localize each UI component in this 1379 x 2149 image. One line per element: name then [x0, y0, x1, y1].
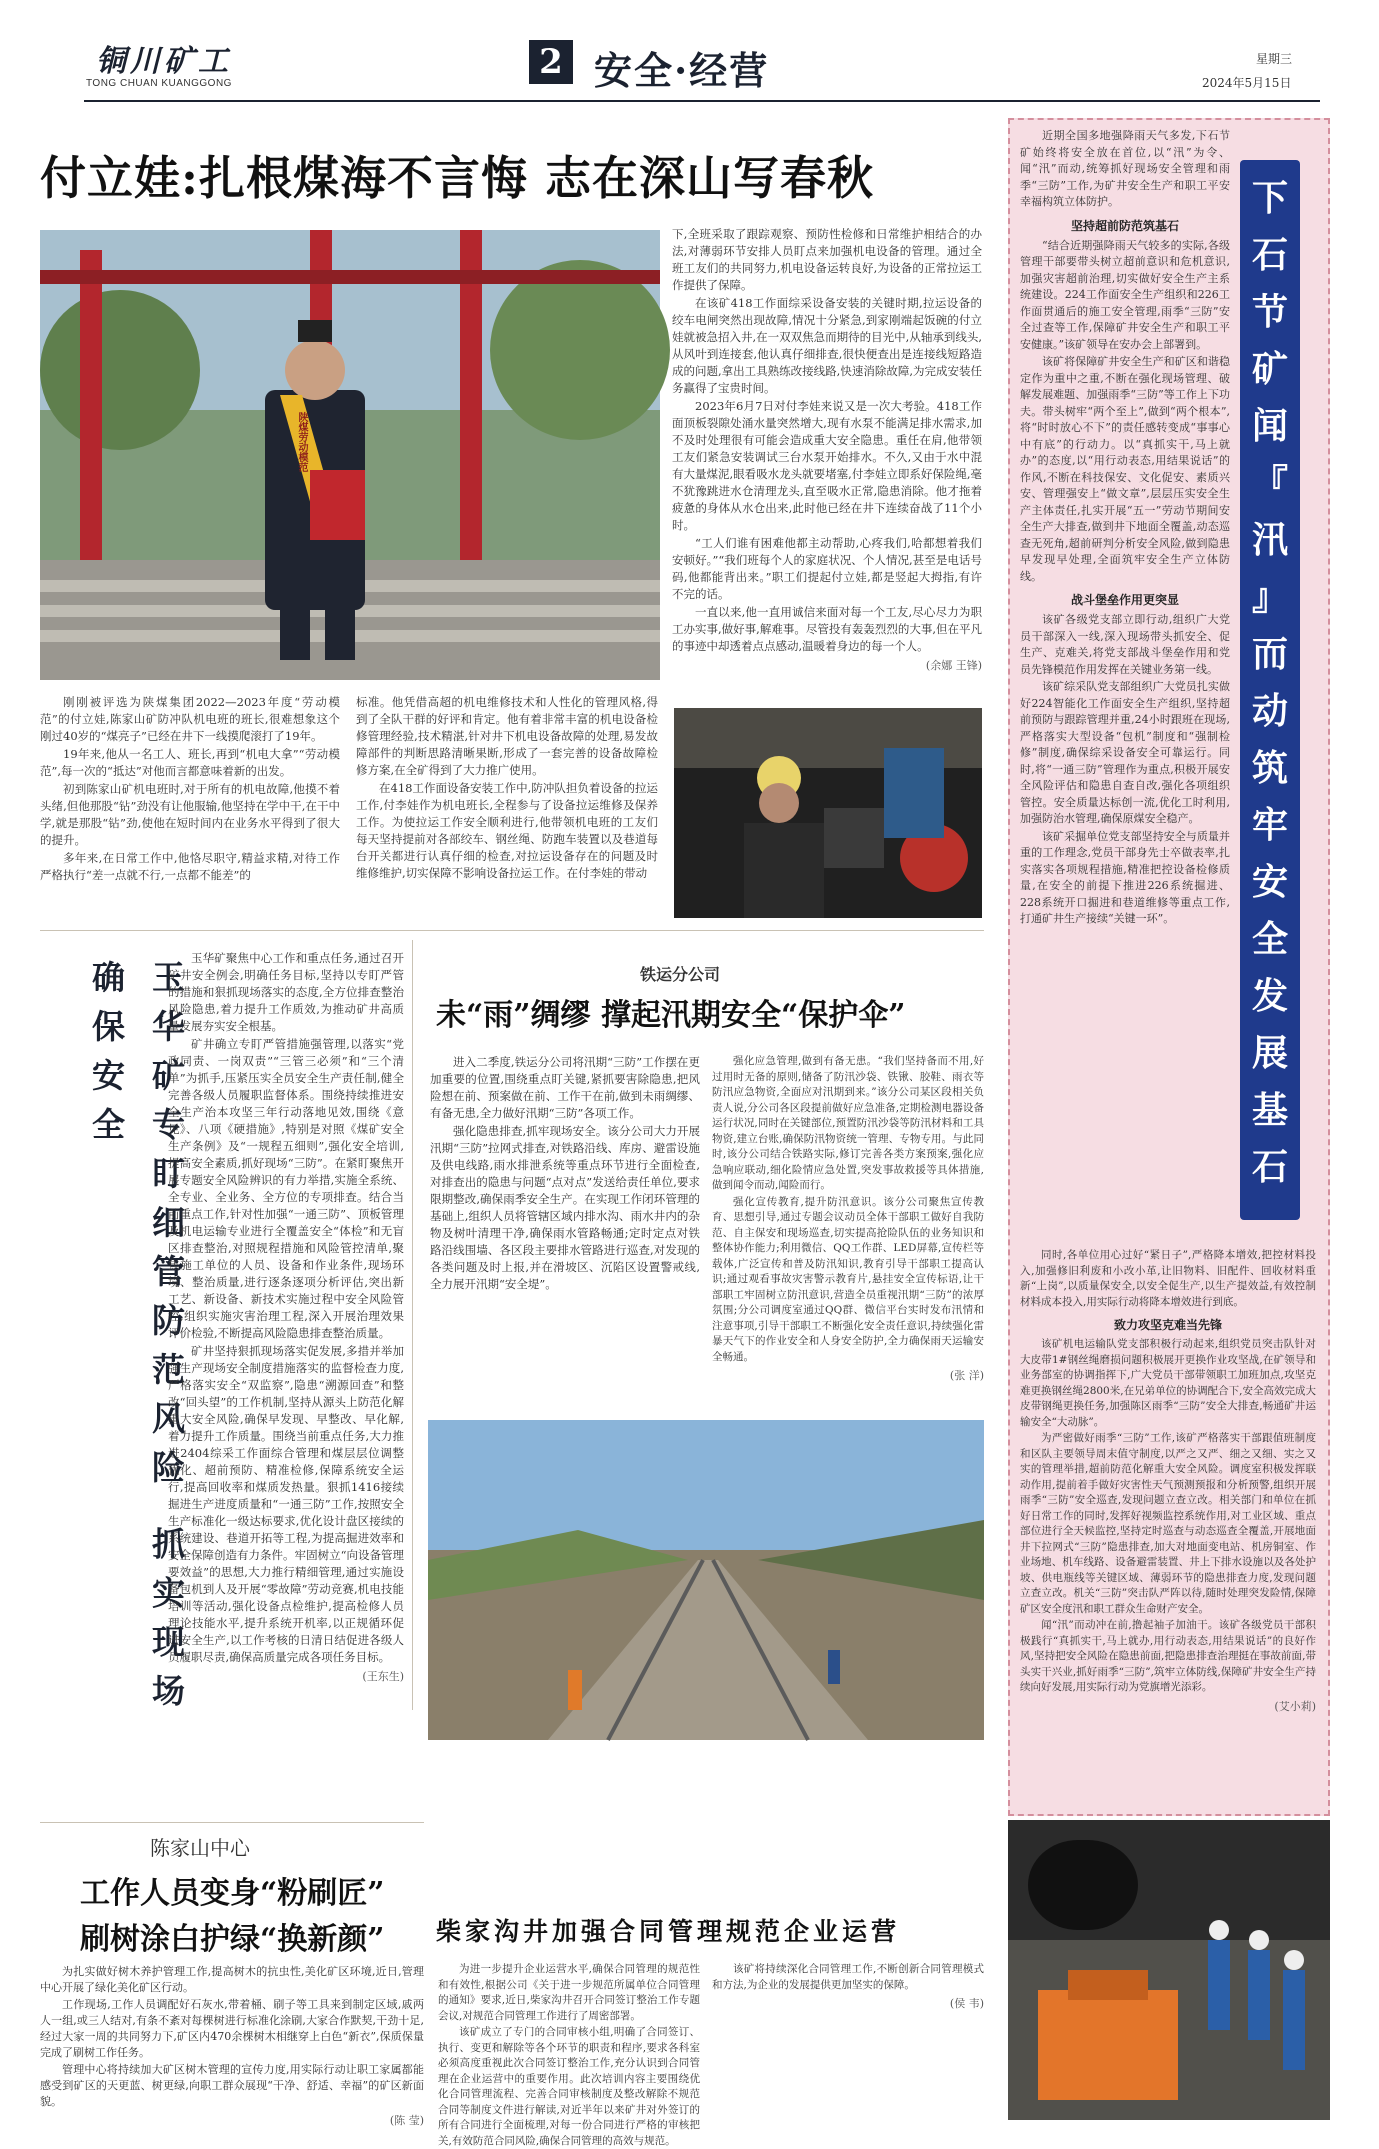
- banner-char: 节: [1251, 291, 1288, 333]
- chenjiashan-headline-2: 刷树涂白护绿“换新颜”: [80, 1922, 385, 1957]
- sidebar-paragraph: 该矿机电运输队党支部积极行动起来,组织党员突击队针对大皮带1#钢丝绳磨损问题积极展开更换作业攻坚战,在矿领导和业务部室的协调指挥下,广大党员干部带领职工加班加点,攻坚克难更换钢丝绳2800米,在兄弟单位的协调配合下,安全高效完成大皮带钢绳更换任务,加强陈区雨季“三防”安全大排查,畅通矿井运输安全“大动脉”。: [1020, 1338, 1316, 1428]
- yuhua-paragraph: 矿井坚持狠抓现场落实促发展,多措并举加强生产现场安全制度措施落实的监督检查力度,严格落实安全“双监察”,隐患“溯源回查”和整改“回头望”的工作机制,坚持从源头上防范化解重大安全风险,确保早发现、早整改、早化解,着力提升工作质量。围绕当前重点任务,大力推进2404综采工作面综合管理和煤层层位调整优化、超前预防、精准检修,保障系统安全运行,提高回收率和煤质发热量。狠抓1416接续掘进生产进度质量和“一通三防”工作,按照安全生产标准化一级达标要求,优化设计盘区接续的系统建设、巷道开拓等工程,为提高掘进效率和安全保障创造有力条件。牢固树立“向设备管理要效益”的思想,大力推行精细管理,通过实施设备包机到人及开展“零故障”劳动竞赛,机电技能培训等活动,强化设备点检维护,提高检修人员理论技能水平,提升系统开机率,以正规循环促进安全生产,以工作考核的日清日结促进各级人员履职尽责,确保高质量完成各项任务目标。: [168, 1344, 404, 1664]
- railway-paragraph: 强化宣传教育,提升防汛意识。该分公司聚焦宣传教育、思想引导,通过专题会议动员全体干部职工做好自我防范、自主保安和现场巡查,切实提高抢险队伍的业务知识和整体协作能力;利用微信、QQ工作群、LED屏幕,宣传栏等载体,广泛宣传和普及防汛知识,教育引导干部职工提高认识;通过观看事故灾害警示教育片,悬挂安全宣传标语,让干部职工牢固树立防汛意识,营造全员重视汛期“三防”的浓厚氛围;分公司调度室通过QQ群、微信平台实时发布汛情和注意事项,引导干部职工不断强化安全责任意识,持续强化雷暴天气下的作业安全和人身安全防护,全力确保雨天运输安全畅通。: [712, 1195, 984, 1363]
- sidebar-subhead: 战斗堡垒作用更突显: [1070, 593, 1179, 607]
- chenjiashan-paragraph: 管理中心将持续加大矿区树木管理的宣传力度,用实际行动让职工家属都能感受到矿区的天更蓝、树更绿,向职工群众展现“干净、舒适、幸福”的矿区新面貌。: [40, 2063, 424, 2108]
- sidebar-paragraph: 同时,各单位用心过好“紧日子”,严格降本增效,把控材料投入,加强修旧利废和小改小革,让旧物料、旧配件、回收材料重新“上岗”,以质量保安全,以安全促生产,以生产提效益,有效控制材料成本投入,用实际行动将降本增效进行到底。: [1020, 1249, 1316, 1308]
- railway-photo: [428, 1420, 984, 1740]
- railway-col-2: [712, 1054, 984, 1418]
- railway-col-1: [430, 1054, 700, 1418]
- banner-char: 石: [1251, 1146, 1288, 1188]
- sidebar-paragraph: “结合近期强降雨天气较多的实际,各级管理干部要带头树立超前意识和危机意识,加强灾害超前治理,切实做好安全生产主系统建设。224工作面安全生产组织和226工作面贯通后的施工安全管理,雨季“三防”安全过查等工作,保障矿井安全生产和职工平安健康。”该矿领导在安办会上部署到。: [1020, 238, 1230, 351]
- feature-paragraph: 2023年6月7日对付李娃来说又是一次大考验。418工作面顶板裂隙处涌水量突然增大,现有水泵不能满足排水需求,加不及时处理很有可能会造成重大安全隐患。重任在肩,他带领工友们紧急安装调试三台水泵开始排水。不久,又由于水中混有大量煤泥,眼看吸水龙头就要堵塞,付李娃立即系好保险绳,毫不犹豫跳进水仓清理龙头,直至吸水正常,隐患消除。他才拖着疲惫的身体从水仓出来,此时他已经在井下连续奋战了11个小时。: [672, 399, 982, 532]
- feature-paragraph: “工人们谁有困难他都主动帮助,心疼我们,哈都想着我们安顿好。”“我们班每个人的家庭状况、个人情况,甚至是电话号码,他都能背出来。”职工们提起付立娃,都是竖起大拇指,有许不完的话。: [672, 536, 982, 601]
- pavilion-scene: [40, 230, 660, 680]
- banner-char: 展: [1251, 1032, 1288, 1074]
- banner-char: 发: [1251, 975, 1288, 1017]
- banner-char: 筑: [1251, 747, 1288, 789]
- feature-paragraph: 一直以来,他一直用诚信来面对每一个工友,尽心尽力为职工办实事,做好事,解难事。尽管投有轰轰烈烈的大事,但在平凡的事迹中却透着点点感动,温暖着身边的每一个人。: [672, 605, 982, 653]
- banner-char: 』: [1251, 576, 1288, 618]
- underground-scene: [674, 708, 982, 918]
- issue-date: 2024年5月15日: [1202, 76, 1292, 90]
- sidebar-story-wide: [1020, 1248, 1316, 1714]
- railway-unit: 铁运分公司: [640, 965, 721, 984]
- railway-byline: (张 洋): [949, 1369, 984, 1382]
- banner-char: 安: [1251, 861, 1288, 903]
- section-title: 安全·经营: [594, 48, 770, 93]
- banner-char: 动: [1251, 690, 1288, 732]
- chaijiagou-paragraph: 该矿成立了专门的合同审核小组,明确了合同签订、执行、变更和解除等各个环节的职责和程序,要求各科室必须高度重视此次合同签订整治工作,充分认识到合同管理在企业运营中的重要作用。此次培训内容主要围绕优化合同管理流程、完善合同审核制度及整改解除不规范合同等制度文件进行解读,对近半年以来矿井对外签订的所有合同进行全面梳理,对每一份合同进行严格的审核把关,有效防范合同风险,确保合同管理的高效与规范。: [438, 2026, 700, 2147]
- banner-char: 全: [1251, 918, 1288, 960]
- masthead-logo: 铜川矿工: [96, 44, 232, 79]
- sidebar-banner-text: [1240, 170, 1300, 1196]
- banner-char: 而: [1251, 633, 1288, 675]
- feature-paragraph: 多年来,在日常工作中,他恪尽职守,精益求精,对待工作严格执行“差一点就不行,一点都不能差”的: [40, 851, 340, 882]
- chaijiagou-col-2: [712, 1962, 984, 2132]
- sidebar-photo-workers: [1008, 1820, 1330, 2120]
- yuhua-paragraph: 玉华矿聚焦中心工作和重点任务,通过召开矿井安全例会,明确任务目标,坚持以专盯严管的措施和狠抓现场落实的态度,全方位排查整治风险隐患,着力提升工作质效,为推动矿井高质量发展夯实安全根基。: [168, 951, 404, 1033]
- railway-scene: [428, 1420, 984, 1740]
- sidebar-paragraph: 该矿各级党支部立即行动,组织广大党员干部深入一线,深入现场带头抓安全、促生产、克难关,将党支部战斗堡垒作用和党员先锋模范作用发挥在关键业务第一线。: [1020, 613, 1230, 676]
- yuhua-headline: 玉华矿专盯细管防范风险 抓实现场确保安全: [87, 960, 186, 1723]
- feature-col-1: [40, 694, 340, 885]
- feature-headline: 付立娃:扎根煤海不言悔 志在深山写春秋: [40, 151, 874, 205]
- chenjiashan-paragraph: 工作现场,工作人员调配好石灰水,带着桶、刷子等工具来到制定区域,戚两人一组,或三人结对,有条不紊对每棵树进行标准化涂刷,大家合作默契,干劲十足,经过大家一周的共同努力下,矿区内470余棵树木相继穿上白色“新衣”,保质保量完成了刷树工作任务。: [40, 1998, 424, 2059]
- banner-char: 『: [1251, 462, 1288, 504]
- feature-byline: (余娜 王锋): [925, 659, 982, 672]
- banner-char: 石: [1251, 234, 1288, 276]
- banner-char: 闻: [1251, 405, 1288, 447]
- sidebar-paragraph: 该矿将保障矿井安全生产和矿区和谐稳定作为重中之重,不断在强化现场管理、破解发展难题、加强雨季“三防”等工作上下功夫。带头树牢“两个至上”,做到“两个根本”,将“时时放心不下”的责任感转变成“事事心中有底”的行动力。以“真抓实干,马上就办”的态度,以“用行动表态,用结果说话”的作风,不断在科技保安、文化促安、素质兴安、管理强安上“做文章”,层层压实安全生产主体责任,扎实开展“五一”劳动节期间安全生产大排查,做到井下地面全覆盖,动态巡查无死角,超前研判分析安全风险,做到隐患早发现早处理,全面筑牢安全生产立体防线。: [1020, 355, 1230, 583]
- yuhua-story: [168, 950, 404, 1684]
- photo-sash-text: 陕煤劳动模范: [296, 412, 307, 472]
- sidebar-intro: 近期全国多地强降雨天气多发,下石节矿始终将安全放在首位,以“汛”为令、闻“汛”而动,统筹抓好现场安全管理和雨季“三防”工作,为矿井安全生产和职工平安幸福构筑立体防护。: [1020, 129, 1230, 208]
- sidebar-story: [1020, 128, 1230, 929]
- sidebar-subhead: 致力攻坚克难当先锋: [1113, 1318, 1222, 1332]
- yuhua-paragraph: 矿井确立专盯严管措施强管理,以落实“党政同责、一岗双责”“三管三必须”和“三个清单”为抓手,压紧压实全员安全生产责任制,健全完善各级人员履职监督体系。围绕持续推进安全生产治本攻坚三年行动落地见效,围绕《意见》、八项《硬措施》,特别是对照《煤矿安全生产条例》及“一规程五细则”,强化安全培训,提高安全素质,抓好现场“三防”。在紧盯聚焦开展专题安全风险辨识的有力举措,实施全系统、全专业、全业务、全方位的专项排查。结合当前重点工作,针对性加强“一通三防”、顶板管理及机电运输专业进行全覆盖安全“体检”和无盲区排查整治,对照规程措施和风险管控清单,聚焦施工单位的人员、设备和作业条件,现场环境、整治质量,进行逐条逐项分析评估,突出新工艺、新设备、新技术实施过程中安全风险管控,组织实施灾害治理工程,深入开展治理效果评价检验,不断提高风险隐患排查整治质量。: [168, 1037, 404, 1340]
- chaijiagou-paragraph: 该矿将持续深化合同管理工作,不断创新合同管理模式和方法,为企业的发展提供更加坚实的保障。: [712, 1963, 984, 1991]
- banner-char: 牢: [1251, 804, 1288, 846]
- banner-char: 基: [1251, 1089, 1288, 1131]
- feature-paragraph: 刚刚被评选为陕煤集团2022—2023年度“劳动模范”的付立娃,陈家山矿防冲队机电班的班长,很难想象这个刚过40岁的“煤亮子”已经在井下一线摸爬滚打了19年。: [40, 695, 340, 743]
- banner-char: 矿: [1251, 348, 1288, 390]
- banner-char: 下: [1251, 177, 1288, 219]
- railway-paragraph: 进入二季度,铁运分公司将汛期“三防”工作摆在更加重要的位置,围绕重点盯关键,紧抓要害除隐患,把风险想在前、预案做在前、工作干在前,做到未雨绸缪、有备无患,全力做好汛期“三防”各项工作。: [430, 1055, 700, 1120]
- sidebar-subhead: 坚持超前防范筑基石: [1070, 218, 1179, 233]
- sidebar-paragraph: 为严密做好雨季“三防”工作,该矿严格落实干部跟值班制度和区队主要领导周末值守制度,以严之又严、细之又细、实之又实的管理举措,超前防范化解重大安全风险。调度室积极发挥联动作用,提前着手做好灾害性天气预测预报和分析预警,组织开展雨季“三防”安全巡查,发现问题立查立改。相关部门和单位在抓好日常工作的同时,发挥好视频监控系统作用,对工业区域、重点部位进行全天候监控,坚持定时巡查与动态巡查全覆盖,开展地面井下拉网式“三防”隐患排查,加大对地面变电站、机房铜室、作业场地、机车线路、设备避雷装置、井上下排水设施以及各处护坡、供电瓶线等关键区域、薄弱环节的隐患排查力度,发现问题立查立改。机关“三防”突击队严阵以待,随时处理突发险情,保障矿区安全度汛和职工群众生命财产安全。: [1020, 1432, 1316, 1615]
- feature-col-2: [356, 694, 658, 883]
- feature-photo-portrait: [40, 230, 660, 680]
- chenjiashan-headline-1: 工作人员变身“粉刷匠”: [80, 1876, 385, 1911]
- sidebar-byline: (艾小莉): [1274, 1699, 1316, 1713]
- issue-weekday: 星期三: [1256, 52, 1293, 66]
- feature-paragraph: 19年来,他从一名工人、班长,再到“机电大拿”“劳动模范”,每一次的“抵达”对他而言都意味着新的出发。: [40, 747, 340, 778]
- chenjiashan-byline: (陈 莹): [389, 2114, 424, 2127]
- masthead: [0, 0, 1379, 100]
- feature-col-3: [672, 226, 982, 673]
- sidebar-paragraph: 该矿综采队党支部组织广大党员扎实做好224智能化工作面安全生产组织,坚持超前预防与跟踪管理并重,24小时跟班在现场,严格落实大型设备“包机”制度和“强制检修”制度,确保综采设备安全可靠运行。同时,将“一通三防”管理作为重点,积极开展安全风险评估和隐患自查自改,强化各项组织管控。安全质量达标创一流,优化工时利用,加强防治水管理,确保原煤安全稳产。: [1020, 680, 1230, 825]
- feature-paragraph: 在418工作面设备安装工作中,防冲队担负着设备的拉运工作,付李娃作为机电班长,全程参与了设备拉运维修及保养工作。为使拉运工作安全顺利进行,他带领机电班的工友们每天坚持提前对各部绞车、钢丝绳、防跑车装置以及巷道每台开关都进行认真仔细的检查,对拉运设备存在的问题及时维修维护,切实保障不影响设备拉运工作。在付李娃的带动: [356, 781, 658, 880]
- divider: [40, 1822, 424, 1823]
- sidebar-paragraph: 该矿采掘单位党支部坚持安全与质量并重的工作理念,党员干部身先士卒做表率,扎实落实各项规程措施,精准把控设备检修质量,在安全的前提下推进226系统掘进、228系统开口掘进和巷道维修等重点工作,打通矿井生产接续“关键一环”。: [1020, 829, 1230, 925]
- workers-scene: [1008, 1820, 1330, 2120]
- chaijiagou-headline: 柴家沟井加强合同管理规范企业运营: [436, 1917, 901, 1946]
- masthead-pinyin: TONG CHUAN KUANGGONG: [86, 78, 232, 89]
- chenjiashan-unit: 陈家山中心: [150, 1836, 250, 1860]
- railway-paragraph: 强化应急管理,做到有备无患。“我们坚持备而不用,好过用时无备的原则,储备了防汛沙袋、铁锹、胶鞋、雨衣等防汛应急物资,全面应对汛期到来。”该分公司某区段相关负责人说,分公司各区段提前做好应急准备,定期检测电器设备运行状况,同时在关键部位,预置防汛沙袋等防汛材料和工具物资,建立台账,确保防汛物资统一管理、专物专用。与此同时,该分公司结合铁路实际,修订完善各类方案预案,强化应急响应联动,细化险情应急处置,突发事故救援等具体措施,做到闻令而动,闻险而行。: [712, 1055, 984, 1191]
- feature-paragraph: 标准。他凭借高超的机电维修技术和人性化的管理风格,得到了全队干群的好评和肯定。他有着非常丰富的机电设备检修管理经验,技术精湛,针对井下机电设备故障的处理,易发故障部件的判断思路清晰果断,形成了一套完善的设备故障检修方案,在全矿得到了大力推广使用。: [356, 695, 658, 777]
- feature-paragraph: 下,全班采取了跟踪观察、预防性检修和日常维护相结合的办法,对薄弱环节安排人员盯点来加强机电设备的管理。通过全班工友们的共同努力,机电设备运转良好,为设备的正常拉运工作提供了保障。: [672, 227, 982, 292]
- chaijiagou-paragraph: 为进一步提升企业运营水平,确保合同管理的规范性和有效性,根据公司《关于进一步规范所属单位合同管理的通知》要求,近日,柴家沟井召开合同签订整治工作专题会议,对规范合同管理工作进行了周密部署。: [438, 1963, 700, 2022]
- railway-headline: 未“雨”绸缪 撑起汛期安全“保护伞”: [436, 998, 906, 1033]
- chenjiashan-story: [40, 1964, 424, 2128]
- page-number: 2: [529, 40, 573, 84]
- sidebar-paragraph: 闻“汛”而动冲在前,撸起袖子加油干。该矿各级党员干部积极践行“真抓实干,马上就办,用行动表态,用结果说话”的良好作风,坚持把安全风险在隐患前面,把隐患排查治理挺在事故前面,带头实干兴业,抓好雨季“三防”,筑牢立体防线,保障矿井安全生产持续向好发展,用实际行动为党旗增光添彩。: [1020, 1619, 1316, 1693]
- feature-photo-underground: [674, 708, 982, 918]
- chaijiagou-byline: (侯 韦): [949, 1997, 984, 2010]
- divider: [412, 940, 413, 1710]
- feature-paragraph: 初到陈家山矿机电班时,对于所有的机电故障,他摸不着头绪,但他那股“钻”劲没有让他服输,他坚持在学中干,在干中学,就是那股“钻”劲,使他在短时间内在业务水平得到了很大的提升。: [40, 782, 340, 847]
- railway-paragraph: 强化隐患排查,抓牢现场安全。该分公司大力开展汛期“三防”拉网式排查,对铁路沿线、库房、避雷设施及供电线路,雨水排泄系统等重点环节进行全面检查,对排查出的隐患与问题“点对点”发送给责任单位,要求限期整改,确保雨季安全生产。在实现工作闭环管理的基础上,组织人员将管辖区域内排水沟、雨水井内的杂物及树叶清理干净,确保雨水管路畅通;定时定点对铁路沿线围墙、各区段主要排水管路进行巡查,对发现的各类问题及时上报,并在滑坡区、沉陷区设置警戒线,全力展开汛期“安全堤”。: [430, 1124, 700, 1291]
- divider: [40, 930, 984, 931]
- masthead-rule: [84, 100, 1320, 102]
- chaijiagou-col-1: [438, 1962, 700, 2147]
- feature-paragraph: 在该矿418工作面综采设备安装的关键时期,拉运设备的绞车电闸突然出现故障,情况十分紧急,到家刚端起饭碗的付立娃就被急招入井,在一双双焦急而期待的目光中,从轴承到线头,从风叶到连接套,他认真仔细排查,很快便查出是连接线短路造成的问题,拿出工具熟练改接线路,快速消除故障,为完成安装任务赢得了宝贵时间。: [672, 296, 982, 395]
- chenjiashan-paragraph: 为扎实做好树木养护管理工作,提高树木的抗虫性,美化矿区环境,近日,管理中心开展了绿化美化矿区行动。: [40, 1965, 424, 1994]
- banner-char: 汛: [1251, 519, 1288, 561]
- yuhua-byline: (王东生): [362, 1670, 404, 1683]
